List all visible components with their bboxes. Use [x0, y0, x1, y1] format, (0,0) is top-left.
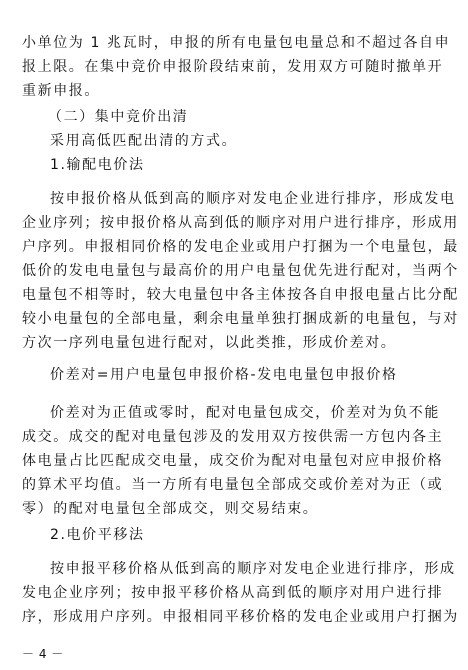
paragraph-line: 成交。成交的配对电量包涉及的发用双方按供需一方包内各主 [22, 429, 444, 445]
paragraph-line: 体电量占比匹配成交电量，成交价为配对电量包对应申报价格 [22, 453, 444, 469]
paragraph-line: 企业序列；按申报价格从高到低的顺序对用户进行排序，形成用 [22, 215, 459, 231]
paragraph-line: 方次一序列电量包进行配对，以此类推，形成价差对。 [22, 335, 397, 351]
paragraph-line: 较小电量包的全部电量，剩余电量单独打捆成新的电量包，与对 [22, 311, 459, 327]
paragraph-line: 低价的发电电量包与最高价的用户电量包优先进行配对，当两个 [22, 263, 459, 279]
section-heading: （二）集中竞价出清 [48, 109, 189, 125]
paragraph-line: 零）的配对电量包全部成交，则交易结束。 [22, 501, 319, 517]
subsection-heading: 2.电价平移法 [50, 527, 145, 543]
paragraph-line: 发电企业序列；按申报平移价格从高到低的顺序对用户进行排 [22, 585, 444, 601]
paragraph-line: 电量包不相等时，较大电量包中各主体按各自申报电量占比分配 [22, 287, 459, 303]
paragraph-line: 按申报平移价格从低到高的顺序对发电企业进行排序，形成 [50, 561, 456, 577]
paragraph-line: 采用高低匹配出清的方式。 [50, 133, 238, 149]
paragraph-line: 小单位为 1 兆瓦时，申报的所有电量包电量总和不超过各自申 [22, 35, 451, 51]
paragraph-line: 序，形成用户序列。申报相同平移价格的发电企业或用户打捆为 [22, 609, 459, 625]
page-number: － 4 － [22, 647, 64, 661]
paragraph-line: 价差对为正值或零时，配对电量包成交，价差对为负不能 [50, 405, 440, 421]
paragraph-line: 的算术平均值。当一方所有电量包全部成交或价差对为正（或 [22, 477, 444, 493]
subsection-heading: 1.输配电价法 [50, 157, 145, 173]
formula-line: 价差对=用户电量包申报价格-发电电量包申报价格 [50, 367, 398, 383]
paragraph-line: 户序列。申报相同价格的发电企业或用户打捆为一个电量包，最 [22, 239, 459, 255]
paragraph-line: 重新申报。 [22, 83, 100, 99]
paragraph-line: 报上限。在集中竞价申报阶段结束前，发用双方可随时撤单开 [22, 59, 444, 75]
paragraph-line: 按申报价格从低到高的顺序对发电企业进行排序，形成发电 [50, 191, 456, 207]
